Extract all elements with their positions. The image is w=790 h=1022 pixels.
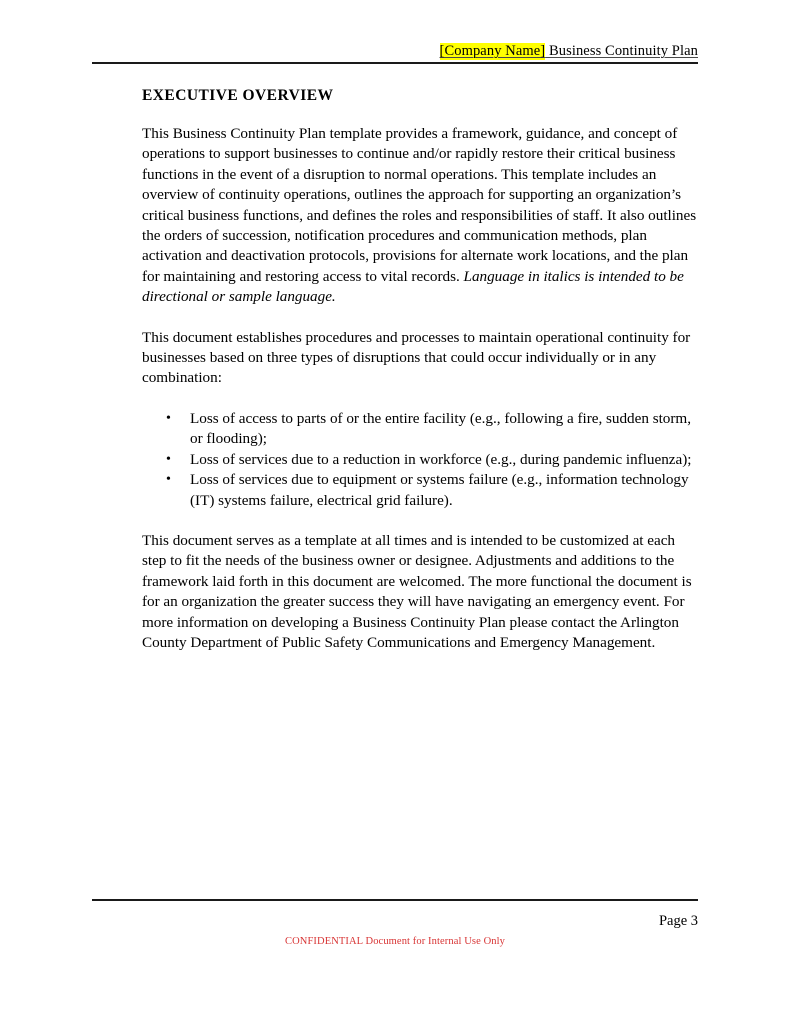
list-item-label: Loss of access to parts of or the entire facility (e.g., following a fire, sudden storm, or flooding); <box>190 409 691 448</box>
paragraph-overview <box>142 124 698 308</box>
page-number: Page 3 <box>658 913 698 929</box>
bullet-icon: • <box>166 472 171 488</box>
list-item-label: Loss of services due to equipment or systems failure (e.g., information technology (IT) systems failure, electrical grid failure). <box>190 471 689 509</box>
document-body <box>142 86 698 653</box>
list-item-label: Loss of services due to a reduction in workforce (e.g., during pandemic influenza); <box>190 450 692 468</box>
page-footer <box>92 910 698 956</box>
paragraph-overview-text: This Business Continuity Plan template provides a framework, guidance, and concept of operations to support businesses to continue and/or rapidly restore their critical business functions in the event of a disruption to normal operations. This template includes an overview of continuity operations, outlines the approach for supporting an organization’s critical business functions, and defines the roles and responsibilities of staff. It also outlines the orders of succession, notification procedures and communication methods, plan activation and deactivation protocols, provisions for alternate work locations, and the plan for maintaining and restoring access to vital records. <box>142 125 697 285</box>
bullet-icon: • <box>166 410 171 426</box>
paragraph-customization: This document serves as a template at all times and is intended to be customized at each step to fit the needs of the business owner or designee. Adjustments and additions to the framework laid forth in this document are welcomed. The more functional the document is for an organization the greater success they will have navigating an emergency event. For more information on developing a Business Continuity Plan please contact the Arlington County Department of Public Safety Communications and Emergency Management. <box>142 531 692 651</box>
company-name-placeholder: [Company Name] <box>439 43 546 59</box>
bullet-icon: • <box>166 451 171 467</box>
footer-divider <box>92 899 698 901</box>
list-item <box>142 409 698 450</box>
list-item <box>142 450 698 470</box>
confidentiality-notice: CONFIDENTIAL Document for Internal Use Only <box>285 936 505 947</box>
list-item <box>142 470 698 511</box>
page-header <box>92 42 698 64</box>
header-title-suffix: Business Continuity Plan <box>545 43 698 59</box>
paragraph-disruption-intro: This document establishes procedures and processes to maintain operational continuity for businesses based on three types of disruptions that could occur individually or in any combination: <box>142 328 691 387</box>
paragraph-overview-italic-note: Language in italics is intended to be directional or sample language. <box>142 267 684 306</box>
disruption-type-list <box>142 409 698 511</box>
header-title <box>440 43 698 60</box>
page-title: EXECUTIVE OVERVIEW <box>142 87 334 104</box>
